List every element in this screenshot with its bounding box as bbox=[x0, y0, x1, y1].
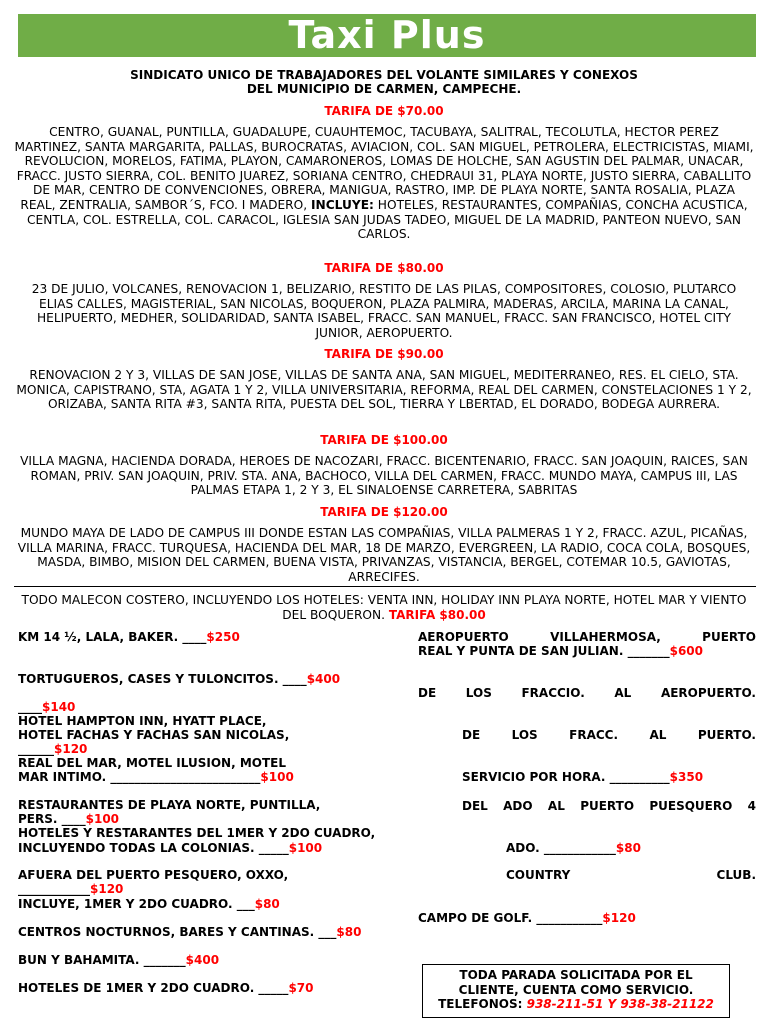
tarifa-90-label: TARIFA DE $90.00 bbox=[324, 347, 444, 361]
malecon-tarifa: TARIFA $80.00 bbox=[388, 607, 486, 622]
nocturnos-label: CENTROS NOCTURNOS, BARES Y CANTINAS. ___ bbox=[18, 925, 337, 939]
tortugueros-label: TORTUGUEROS, CASES Y TULONCITOS. ____ bbox=[18, 672, 307, 686]
tarifa-80-text: 23 DE JULIO, VOLCANES, RENOVACION 1, BELIZARIO, RESTITO DE LAS PILAS, COMPOSITORES, COLOSIO, PLUTARCO ELIAS CALLES, MAGISTERIAL, SAN NICOLAS, BOQUERON, PLAZA PALMIRA, MADERAS, ARCILA, MARINA LA CANAL, HELIPUERTO, MEDHER, SOLIDARIDAD, SANTA ISABEL, FRACC. SAN MANUEL, FRACC. SAN FRANCISCO, HOTEL CITY JUNIOR, AEROPUERTO. bbox=[31, 282, 737, 340]
fachas-price: $120 bbox=[54, 742, 88, 756]
realmar-line: REAL DEL MAR, MOTEL ILUSION, MOTEL bbox=[18, 756, 286, 770]
hora-label: SERVICIO POR HORA. __________ bbox=[462, 770, 670, 784]
colonias-line bbox=[18, 841, 322, 855]
afuera-price: $120 bbox=[90, 882, 124, 896]
bun-label: BUN Y BAHAMITA. _______ bbox=[18, 953, 186, 967]
tarifa-70-text bbox=[14, 125, 754, 242]
incluye-cuadro-price: $80 bbox=[254, 897, 280, 911]
pers-line bbox=[18, 812, 119, 826]
phones-line bbox=[423, 997, 729, 1012]
header-line-2: DEL MUNICIPIO DE CARMEN, CAMPECHE. bbox=[246, 82, 522, 96]
pers-price: $100 bbox=[85, 812, 120, 826]
ado-line-1: DEL ADO AL PUERTO PUESQUERO 4 bbox=[462, 799, 756, 813]
nocturnos-line bbox=[18, 925, 361, 939]
bun-line bbox=[18, 953, 219, 967]
aero-label: REAL Y PUNTA DE SAN JULIAN. _______ bbox=[418, 644, 670, 658]
tarifa-70-label: TARIFA DE $70.00 bbox=[324, 104, 444, 118]
colonias-label: INCLUYENDO TODAS LA COLONIAS. _____ bbox=[18, 841, 289, 855]
malecon-text bbox=[14, 593, 754, 622]
tortugueros-price: $400 bbox=[306, 672, 341, 686]
tarifa-70-places: CENTRO, GUANAL, PUNTILLA, GUADALUPE, CUAUHTEMOC, TACUBAYA, SALITRAL, TECOLUTLA, HECTOR PEREZ MARTINEZ, SANTA MARGARITA, PALLAS, BUROCRATAS, AVIACION, COL. SAN MIGUEL, PETROLERA, ELECTRICISTAS, MIAMI, REVOLUCION, MORELOS, FATIMA, PLAYON, CAMARONEROS, LOMAS DE HOLCHE, SAN AGUSTIN DEL PALMAR, UNACAR, FRACC. JUSTO SIERRA, COL. BENITO JUAREZ, SORIANA CENTRO, CHEDRAUI 31, PLAYA NORTE, JUSTO SIERRA, CABALLITO DE MAR, CENTRO DE CONVENCIONES, OBRERA, MANIGUA, RASTRO, IMP. DE PLAYA NORTE, SANTA ROSALIA, PLAZA REAL, ZENTRALIA, SAMBOR´S, FCO. I MADERO, bbox=[14, 125, 754, 212]
hoteles-cuadro-line: HOTELES Y RESTARANTES DEL 1MER Y 2DO CUADRO, bbox=[18, 826, 376, 840]
incluye-cuadro-label: INCLUYE, 1MER Y 2DO CUADRO. ___ bbox=[18, 897, 255, 911]
golf-label: CAMPO DE GOLF. ___________ bbox=[418, 911, 603, 925]
colonias-price: $100 bbox=[288, 841, 323, 855]
header-line-1: SINDICATO UNICO DE TRABAJADORES DEL VOLANTE SIMILARES Y CONEXOS bbox=[130, 68, 638, 82]
aero-line-1: AEROPUERTO VILLAHERMOSA, PUERTO bbox=[418, 630, 756, 644]
hoteles-1mer-line bbox=[18, 981, 314, 995]
hora-line bbox=[462, 770, 703, 784]
notice-box bbox=[422, 964, 730, 1018]
fachas-blank: ______ bbox=[18, 742, 54, 756]
km14-price: $250 bbox=[206, 630, 240, 644]
hoteles-1mer-label: HOTELES DE 1MER Y 2DO CUADRO. _____ bbox=[18, 981, 289, 995]
fraccio-price-line bbox=[18, 700, 75, 714]
tarifa-120-label: TARIFA DE $120.00 bbox=[320, 505, 448, 519]
tortugueros-item bbox=[18, 672, 340, 686]
bun-price: $400 bbox=[185, 953, 220, 967]
marintimo-label: MAR INTIMO. _________________________ bbox=[18, 770, 261, 784]
title-banner: Taxi Plus bbox=[18, 14, 756, 57]
fraccio-aero-line: DE LOS FRACCIO. AL AEROPUERTO. bbox=[418, 686, 756, 700]
malecon-places: TODO MALECON COSTERO, INCLUYENDO LOS HOTELES: VENTA INN, HOLIDAY INN PLAYA NORTE, HOTEL MAR Y VIENTO DEL BOQUERON. bbox=[21, 593, 747, 622]
nocturnos-price: $80 bbox=[336, 925, 362, 939]
notice-line-2: CLIENTE, CUENTA COMO SERVICIO. bbox=[458, 982, 694, 997]
fraccio-price: $140 bbox=[42, 700, 76, 714]
aero-price: $600 bbox=[669, 644, 703, 658]
marintimo-price: $100 bbox=[260, 770, 294, 784]
incluye-label: INCLUYE: bbox=[311, 197, 374, 212]
notice-line-1: TODA PARADA SOLICITADA POR EL bbox=[459, 968, 693, 982]
divider bbox=[14, 586, 756, 587]
fachas-line: HOTEL FACHAS Y FACHAS SAN NICOLAS, bbox=[18, 728, 290, 742]
ado-price: $80 bbox=[615, 841, 641, 855]
country-line: COUNTRY CLUB. bbox=[506, 868, 756, 882]
phones-numbers: 938-211-51 Y 938-38-21122 bbox=[526, 997, 714, 1011]
fachas-price-line bbox=[18, 742, 87, 756]
marintimo-line bbox=[18, 770, 294, 784]
fracc-puerto-line: DE LOS FRACC. AL PUERTO. bbox=[462, 728, 756, 742]
ado-line-2 bbox=[506, 841, 641, 855]
tarifa-70-includes: HOTELES, RESTAURANTES, COMPAÑIAS, CONCHA ACUSTICA, CENTLA, COL. ESTRELLA, COL. CARACOL, IGLESIA SAN JUDAS TADEO, MIGUEL DE LA MADRID, PANTEON NUEVO, SAN CARLOS. bbox=[27, 197, 748, 242]
afuera-blank: ____________ bbox=[18, 882, 90, 896]
incluye-line bbox=[18, 897, 280, 911]
tarifa-90-text: RENOVACION 2 Y 3, VILLAS DE SAN JOSE, VILLAS DE SANTA ANA, SAN MIGUEL, MEDITERRANEO, RES. EL CIELO, STA. MONICA, CAPISTRANO, STA, AGATA 1 Y 2, VILLA UNIVERSITARIA, REFORMA, REAL DEL CARMEN, CONSTELACIONES 1 Y 2, ORIZABA, SANTA RITA #3, SANTA RITA, PUESTA DEL SOL, TIERRA Y LBERTAD, EL DORADO, BODEGA AURRERA. bbox=[16, 368, 752, 412]
golf-line bbox=[418, 911, 636, 925]
aero-line-2 bbox=[418, 644, 703, 658]
union-header bbox=[14, 68, 754, 96]
ado-label: ADO. ____________ bbox=[506, 841, 616, 855]
tarifa-120-text: MUNDO MAYA DE LADO DE CAMPUS III DONDE ESTAN LAS COMPAÑIAS, VILLA PALMERAS 1 Y 2, FRACC. AZUL, PICAÑAS, VILLA MARINA, FRACC. TURQUESA, HACIENDA DEL MAR, 18 DE MARZO, EVERGREEN, LA RADIO, COCA COLA, BOSQUES, MASDA, BIMBO, MISION DEL CARMEN, BUENA VISTA, PRIVANZAS, VISTANCIA, BERGEL, COTEMAR 10.5, GAVIOTAS, ARRECIFES. bbox=[17, 526, 751, 584]
km14-label: KM 14 ½, LALA, BAKER. ____ bbox=[18, 630, 207, 644]
tarifa-80-label: TARIFA DE $80.00 bbox=[324, 261, 444, 275]
afuera-line: AFUERA DEL PUERTO PESQUERO, OXXO, bbox=[18, 868, 289, 882]
pers-label: PERS. ____ bbox=[18, 812, 86, 826]
fraccio-blank: ____ bbox=[18, 700, 42, 714]
golf-price: $120 bbox=[602, 911, 636, 925]
phones-label: TELEFONOS: bbox=[438, 997, 523, 1011]
tarifa-100-label: TARIFA DE $100.00 bbox=[320, 433, 448, 447]
tarifa-100-text: VILLA MAGNA, HACIENDA DORADA, HEROES DE NACOZARI, FRACC. BICENTENARIO, FRACC. SAN JOAQUIN, RAICES, SAN ROMAN, PRIV. SAN JOAQUIN, PRIV. STA. ANA, BACHOCO, VILLA DEL CARMEN, FRACC. MUNDO MAYA, CAMPUS III, LAS PALMAS ETAPA 1, 2 Y 3, EL SINALOENSE CARRETERA, SABRITAS bbox=[20, 454, 748, 498]
hampton-line: HOTEL HAMPTON INN, HYATT PLACE, bbox=[18, 714, 267, 728]
hora-price: $350 bbox=[669, 770, 704, 784]
afuera-price-line bbox=[18, 882, 123, 896]
hoteles-1mer-price: $70 bbox=[288, 981, 314, 995]
restaurantes-line: RESTAURANTES DE PLAYA NORTE, PUNTILLA, bbox=[18, 798, 321, 812]
km14-item bbox=[18, 630, 240, 644]
